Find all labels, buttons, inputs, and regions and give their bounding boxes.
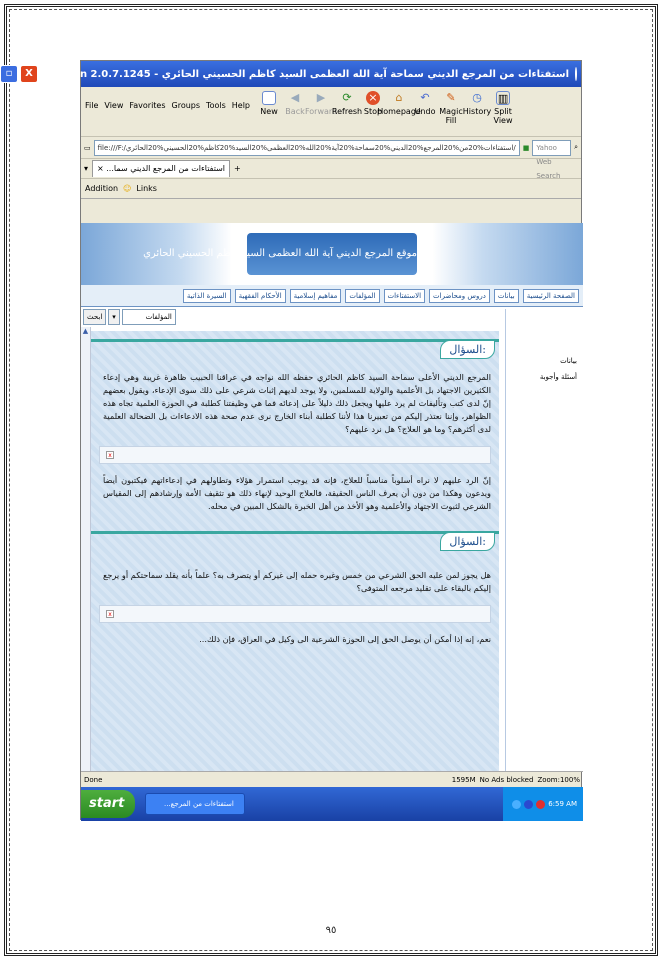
vertical-scrollbar[interactable] xyxy=(81,327,91,771)
answer-text-1: إنّ الرد عليهم لا نراه أسلوباً مناسباً للعلاج، فإنه قد يوجب استمرار هؤلاء وتطاولهم في إدعاءاتهم فيكتبون أيضاً ويدعون وهكذا من دون أن يعرف الناس الحقيقة، فالعلاج الوحيد لإنهاء ذلك هو تثقيف الأمة وإرشادهم إلى المقياس الشرعي لثبوت الاجتهاد والأعلمية وهو الأخذ من أهل الخبرة بالشكل المبين في محله. xyxy=(103,475,491,511)
taskbar-item-browser[interactable]: استفتاءات من المرجع... xyxy=(145,793,245,815)
question-text-1: المرجع الديني الأعلى سماحة السيد كاظم الحائري حفظه الله نواجه في عراقنا الحبيب ظاهرة غريبة وهي إدعاء الكثيرين الاجتهاد بل الأعلمية والولاية للمسلمين، ولا يوجد لديهم إثبات شرعي على ذلك سوى الإدعاء، ويقول بعضهم إنّ لدى كتب وتأليفات لم يرد عليها ويجعل ذلك دليلاً على إدعائه فما هي وظيفتنا كطلبة في الحوزة العلمية تجاه هذه الظواهر، وإننا نعتذر إليكم من تعبيرنا هذا لأننا كطلبة أبناء الخارج نرى عدم صحة هذه الادعاءات بل الضحالة العلمية لدى أكثرهم؟ وما هو العلاج؟ هل نرد عليهم؟ xyxy=(103,372,491,434)
maxthon-app-icon xyxy=(575,67,577,81)
start-button[interactable]: start xyxy=(81,790,135,818)
new-tab-icon[interactable]: + xyxy=(234,164,241,173)
new-page-icon xyxy=(262,91,276,105)
answer-image-1 xyxy=(99,446,491,464)
stop-label: Stop xyxy=(363,107,383,116)
status-bar xyxy=(81,771,583,787)
clock: 6:59 AM xyxy=(548,800,577,808)
side-link-statements[interactable]: بيانات xyxy=(560,357,577,365)
ads-status[interactable]: No Ads blocked xyxy=(479,775,534,784)
forward-label: Forward xyxy=(304,107,338,116)
question-label-2: السؤال: xyxy=(440,532,495,551)
window-title: استفتاءات من المرجع الديني سماحة آية الله العظمى السيد كاظم الحسيني الحائري - Maxthon 2.0.7.1245 xyxy=(38,68,569,80)
refresh-button[interactable] xyxy=(331,91,363,116)
menu-tools[interactable]: Tools xyxy=(206,101,226,110)
site-sidebar xyxy=(505,309,583,771)
back-button[interactable] xyxy=(283,91,307,116)
split-view-icon: ▥ xyxy=(497,92,509,105)
homepage-label: Homepage xyxy=(377,107,421,116)
tab-list-icon[interactable]: ▾ xyxy=(84,164,89,173)
side-link-qa[interactable]: أسئلة وأجوبة xyxy=(539,373,577,381)
antivirus-icon[interactable] xyxy=(524,800,533,809)
site-logo: موقع المرجع الديني آية الله العظمى السيد كاظم الحسيني الحائري xyxy=(247,233,417,275)
tab-active[interactable] xyxy=(92,160,230,177)
web-content xyxy=(81,223,583,771)
menu-help[interactable]: Help xyxy=(231,101,251,110)
magic-fill-label: Magic Fill xyxy=(439,107,463,125)
chevron-down-icon[interactable]: ▾ xyxy=(108,309,120,325)
tab-label: استفتاءات من المرجع الديني سما... xyxy=(106,164,226,173)
memory-usage: 1595M xyxy=(451,775,476,784)
undo-label: Undo xyxy=(414,107,436,116)
question-header-1 xyxy=(91,339,499,365)
toolbar xyxy=(81,87,581,137)
question-header-2 xyxy=(91,531,499,557)
homepage-button[interactable] xyxy=(377,91,421,116)
split-view-button[interactable] xyxy=(491,91,515,125)
new-label: New xyxy=(260,107,278,116)
system-tray xyxy=(503,787,583,821)
undo-button[interactable] xyxy=(413,91,437,116)
nav-works[interactable]: المؤلفات xyxy=(345,289,379,303)
menu-groups[interactable]: Groups xyxy=(171,101,201,110)
magic-fill-icon: ✎ xyxy=(446,91,456,104)
page-icon: ▭ xyxy=(84,143,91,152)
tab-bar xyxy=(81,159,581,179)
nav-concepts[interactable]: مفاهيم إسلامية xyxy=(290,289,342,303)
back-arrow-icon: ◀ xyxy=(290,91,300,104)
menu-view[interactable]: View xyxy=(104,101,124,110)
links-folder[interactable]: Links xyxy=(136,184,157,193)
answer-text-2: نعم، إنه إذا أمكن أن يوصل الحق إلى الحوزة الشرعية الى وكيل في العراق، فإن ذلك... xyxy=(199,634,491,644)
refresh-label: Refresh xyxy=(331,107,363,116)
stop-icon: × xyxy=(366,91,380,105)
home-icon: ⌂ xyxy=(395,91,403,104)
menu-favorites[interactable]: Favorites xyxy=(129,101,166,110)
broken-image-icon: x xyxy=(106,451,114,459)
menu-bar xyxy=(85,101,250,110)
history-icon: ◷ xyxy=(472,91,482,104)
undo-icon: ↶ xyxy=(420,91,430,104)
maximize-button[interactable]: ▫ xyxy=(0,65,18,83)
taskbar xyxy=(81,787,583,821)
nav-statements[interactable]: بيانات xyxy=(494,289,519,303)
addition-label[interactable]: Addition xyxy=(85,184,119,193)
menu-file[interactable]: File xyxy=(85,101,99,110)
history-button[interactable] xyxy=(462,91,492,116)
forward-button[interactable] xyxy=(304,91,338,116)
site-search xyxy=(81,309,176,325)
status-text: Done xyxy=(84,775,103,784)
page-number: ٩٥ xyxy=(325,925,337,936)
nav-biography[interactable]: السيرة الذاتية xyxy=(183,289,231,303)
site-nav xyxy=(81,285,583,307)
history-label: History xyxy=(462,107,492,116)
site-search-button[interactable]: ابحث xyxy=(83,309,106,325)
nav-lessons[interactable]: دروس ومحاضرات xyxy=(429,289,490,303)
go-icon[interactable]: ■ xyxy=(522,143,530,152)
answer-image-2 xyxy=(99,605,491,623)
broken-image-icon: x xyxy=(106,610,114,618)
back-label: Back xyxy=(285,107,305,116)
new-button[interactable] xyxy=(257,91,281,116)
nav-rulings[interactable]: الأحكام الفقهية xyxy=(235,289,286,303)
magic-fill-button[interactable] xyxy=(439,91,463,125)
nav-home[interactable]: الصفحة الرئيسية xyxy=(523,289,579,303)
network-icon[interactable] xyxy=(512,800,521,809)
site-banner xyxy=(81,223,583,285)
search-icon[interactable]: ⌕ xyxy=(574,143,578,151)
smiley-icon[interactable]: ☺ xyxy=(123,184,132,193)
title-bar xyxy=(5,61,581,87)
address-input[interactable]: file:///F:/استفتاءات%20من%20المرجع%20الديني%20سماحة%20آية%20الله%20العظمى%20السيد%20كاظم%20الحسيني%20الحائري/ xyxy=(94,140,520,156)
main-article xyxy=(91,331,499,771)
forward-arrow-icon: ▶ xyxy=(316,91,326,104)
links-bar xyxy=(81,179,581,199)
zoom-level[interactable]: Zoom:100% xyxy=(537,775,580,784)
nav-fatwas[interactable]: الاستفتاءات xyxy=(384,289,426,303)
web-search-input[interactable]: Yahoo Web Search xyxy=(532,140,571,156)
refresh-icon: ⟳ xyxy=(342,91,352,104)
site-search-select[interactable]: المؤلفات xyxy=(122,309,176,325)
question-text-2: هل يجوز لمن عليه الحق الشرعي من خمس وغيره حمله إلى غيركم أو يتصرف به؟ علماً بأنه يقلد سماحتكم أو يرجع إليكم بالبقاء على تقليد مرجعه المتوفى؟ xyxy=(103,570,491,593)
scroll-up-icon[interactable]: ▲ xyxy=(82,327,89,335)
tab-close-button[interactable]: × xyxy=(97,164,104,173)
security-icon[interactable] xyxy=(536,800,545,809)
browser-screenshot xyxy=(5,60,582,820)
close-button[interactable]: X xyxy=(20,65,38,83)
split-view-label: Split View xyxy=(493,107,513,125)
question-label-1: السؤال: xyxy=(440,340,495,359)
